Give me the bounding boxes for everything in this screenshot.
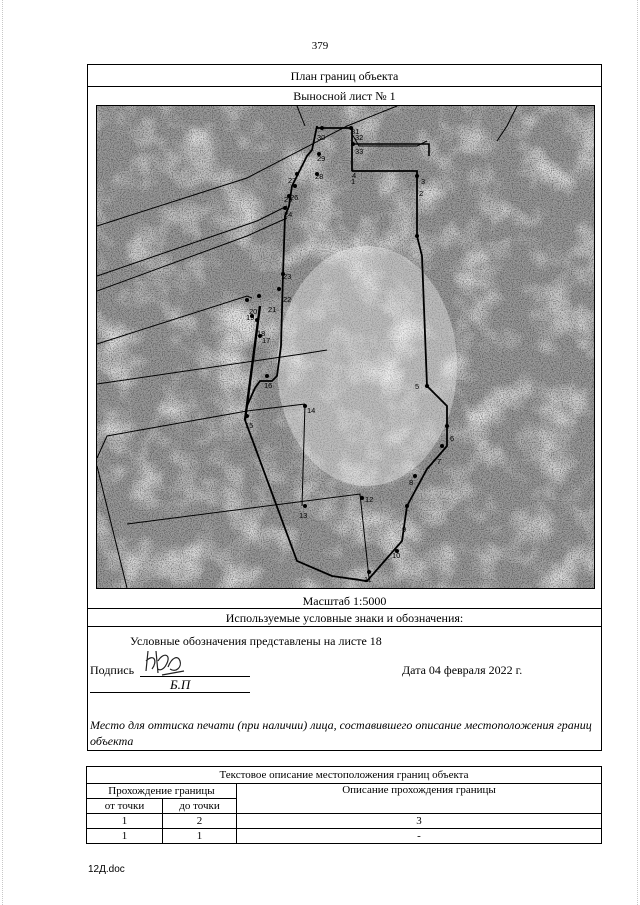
boundary-point <box>351 142 355 146</box>
plan-title: План границ объекта <box>88 65 601 87</box>
page-edge-right <box>637 0 638 905</box>
point-label-30: 30 <box>317 133 326 142</box>
point-label-19: 19 <box>246 313 255 322</box>
boundary-point <box>245 298 249 302</box>
boundary-point <box>425 384 429 388</box>
cell-from: 1 <box>87 814 163 829</box>
point-label-29: 29 <box>317 154 326 163</box>
point-label-3: 3 <box>421 177 426 186</box>
boundary-map-svg <box>97 106 594 588</box>
boundary-point <box>445 424 449 428</box>
boundary-point <box>255 318 259 322</box>
point-label-4: 4 <box>352 171 357 180</box>
point-label-1: 1 <box>351 177 356 186</box>
point-label-17: 17 <box>262 336 271 345</box>
boundary-point <box>367 570 371 574</box>
boundary-plan-frame <box>87 64 602 751</box>
boundary-point <box>303 504 307 508</box>
table-title: Текстовое описание местоположения границ объекта <box>87 767 602 784</box>
signature-date: Дата 04 февраля 2022 г. <box>402 663 523 677</box>
boundary-point <box>405 504 409 508</box>
signature-label: Подпись <box>90 663 135 677</box>
signature-initials: Б.П <box>170 677 191 692</box>
signature-initials-line <box>90 692 250 693</box>
page-edge-left <box>2 0 3 905</box>
file-name: 12Д.doc <box>88 864 125 875</box>
page-number: 379 <box>311 40 329 52</box>
point-label-18: 18 <box>257 329 266 338</box>
point-label-15: 15 <box>245 421 254 430</box>
cell-to: 1 <box>163 829 237 844</box>
sheet-label: Выносной лист № 1 <box>293 89 396 103</box>
cell-desc: - <box>237 829 602 844</box>
boundary-point <box>413 474 417 478</box>
boundary-point <box>415 234 419 238</box>
stamp-placeholder-note: Место для оттиска печати (при наличии) лица, составившего описание местоположения границ объекта <box>90 718 592 748</box>
boundary-point <box>320 126 324 130</box>
boundary-point <box>440 444 444 448</box>
header-description: Описание прохождения границы <box>237 784 602 814</box>
point-label-21: 21 <box>268 305 277 314</box>
header-to-point: до точки <box>163 799 237 814</box>
point-label-11: 11 <box>364 575 372 584</box>
boundary-description-table <box>86 766 602 844</box>
point-label-10: 10 <box>392 551 401 560</box>
point-label-14: 14 <box>307 406 316 415</box>
point-label-7: 7 <box>437 457 442 466</box>
header-from-point: от точки <box>87 799 163 814</box>
point-label-2: 2 <box>419 189 424 198</box>
point-label-24: 24 <box>284 210 293 219</box>
point-label-32: 32 <box>355 133 364 142</box>
point-label-8: 8 <box>409 478 414 487</box>
header-boundary-passage: Прохождение границы <box>87 784 237 799</box>
legend-note: Условные обозначения представлены на листе 18 <box>130 634 382 648</box>
point-label-6: 6 <box>450 434 455 443</box>
boundary-point <box>245 414 249 418</box>
table-row <box>87 829 602 844</box>
map-scale: Масштаб 1:5000 <box>88 593 601 609</box>
point-label-5: 5 <box>415 382 420 391</box>
point-label-13: 13 <box>299 511 308 520</box>
point-label-26: 26 <box>290 193 299 202</box>
cell-from: 1 <box>87 829 163 844</box>
handwritten-signature <box>142 647 188 679</box>
point-label-20: 20 <box>249 307 258 316</box>
table-row <box>87 814 602 829</box>
point-label-22: 22 <box>283 295 292 304</box>
point-label-28: 28 <box>315 172 324 181</box>
boundary-point <box>257 294 261 298</box>
aerial-map <box>96 105 595 589</box>
boundary-point <box>265 374 269 378</box>
point-label-27: 27 <box>288 176 297 185</box>
point-label-25: 25 <box>284 195 293 204</box>
boundary-point <box>360 496 364 500</box>
point-label-9: 9 <box>402 525 407 534</box>
boundary-point <box>415 174 419 178</box>
point-label-31: 31 <box>351 127 360 136</box>
cell-desc: 3 <box>237 814 602 829</box>
legend-title: Используемые условные знаки и обозначения: <box>88 609 601 627</box>
cell-to: 2 <box>163 814 237 829</box>
boundary-point <box>277 287 281 291</box>
point-label-23: 23 <box>283 272 292 281</box>
point-label-33: 33 <box>355 147 364 156</box>
point-label-12: 12 <box>365 495 374 504</box>
point-label-16: 16 <box>264 381 273 390</box>
